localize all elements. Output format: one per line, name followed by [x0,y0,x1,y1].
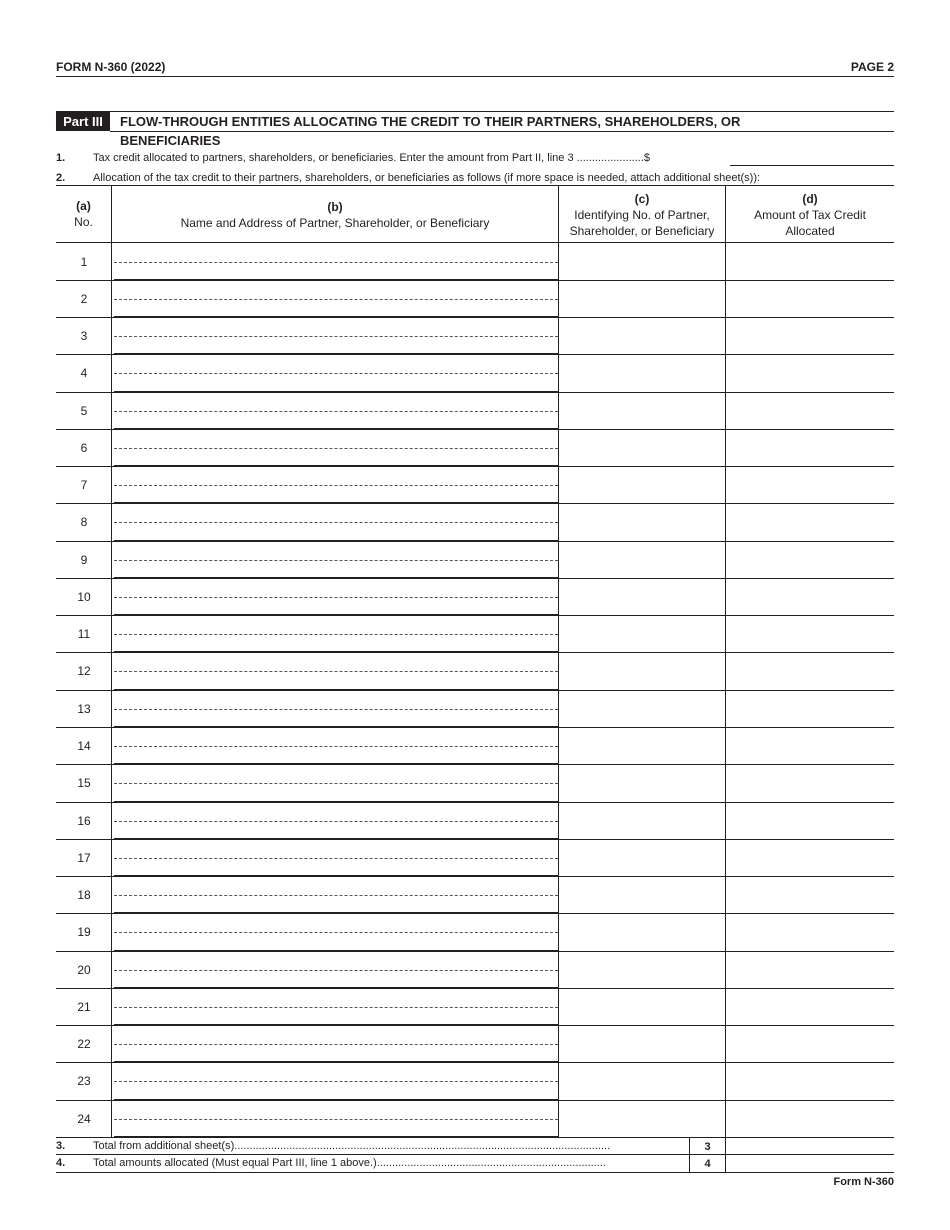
line-1-number: 1. [56,152,66,164]
table-row [56,1063,894,1100]
identifying-no-cell[interactable] [560,803,724,839]
table-row [56,318,894,355]
identifying-no-cell[interactable] [560,765,724,801]
amount-cell[interactable] [727,840,893,876]
amount-cell[interactable] [727,989,893,1025]
table-row [56,579,894,616]
identifying-no-cell[interactable] [560,579,724,615]
name-field-line-2[interactable] [114,391,558,392]
name-field-line-1[interactable] [114,634,558,635]
name-field-line-2[interactable] [114,428,558,429]
table-row [56,430,894,467]
identifying-no-cell[interactable] [560,1026,724,1062]
identifying-no-cell[interactable] [560,281,724,317]
row-number: 8 [80,515,88,530]
amount-cell[interactable] [727,765,893,801]
part-badge: Part III [56,112,110,131]
table-row [56,989,894,1026]
identifying-no-cell[interactable] [560,952,724,988]
table-row [56,1026,894,1063]
line-4-box: 4 [689,1155,726,1173]
row-number: 10 [77,589,91,604]
col-d-label: Amount of Tax Credit Allocated [754,208,866,238]
name-field-line-2[interactable] [114,801,558,802]
row-number: 15 [77,776,91,791]
line-2 [56,172,894,186]
name-field-line-1[interactable] [114,448,558,449]
row-number: 7 [80,478,88,493]
row-number: 22 [77,1037,91,1052]
amount-cell[interactable] [727,1101,893,1137]
row-number: 14 [77,739,91,754]
name-field-line-2[interactable] [114,465,558,466]
table-row [56,653,894,690]
name-field-line-2[interactable] [114,987,558,988]
identifying-no-cell[interactable] [560,318,724,354]
name-field-line-1[interactable] [114,336,558,337]
name-field-line-2[interactable] [114,1061,558,1062]
table-row [56,355,894,392]
row-number: 4 [80,366,88,381]
name-field-line-2[interactable] [114,912,558,913]
identifying-no-cell[interactable] [560,616,724,652]
name-field-line-2[interactable] [114,838,558,839]
amount-cell[interactable] [727,877,893,913]
line-4-number: 4. [56,1157,66,1169]
amount-cell[interactable] [727,914,893,950]
row-number: 20 [77,962,91,977]
identifying-no-cell[interactable] [560,1063,724,1099]
name-field-line-1[interactable] [114,262,558,263]
form-id: FORM N-360 (2022) [56,60,166,74]
amount-cell[interactable] [727,542,893,578]
identifying-no-cell[interactable] [560,728,724,764]
name-field-line-2[interactable] [114,1024,558,1025]
table-row [56,914,894,951]
part-3-heading [56,111,894,148]
name-field-line-2[interactable] [114,614,558,615]
name-field-line-1[interactable] [114,1007,558,1008]
name-field-line-2[interactable] [114,279,558,280]
amount-cell[interactable] [727,467,893,503]
part-title: FLOW-THROUGH ENTITIES ALLOCATING THE CREDIT TO THEIR PARTNERS, SHAREHOLDERS, OR BENEFICIARIES [120,114,741,148]
amount-cell[interactable] [727,355,893,391]
amount-cell[interactable] [727,653,893,689]
name-field-line-1[interactable] [114,1044,558,1045]
name-field-line-1[interactable] [114,597,558,598]
identifying-no-cell[interactable] [560,691,724,727]
line-2-number: 2. [56,172,66,184]
table-row [56,952,894,989]
identifying-no-cell[interactable] [560,653,724,689]
name-field-line-1[interactable] [114,858,558,859]
identifying-no-cell[interactable] [560,840,724,876]
allocation-table [56,185,894,1137]
identifying-no-cell[interactable] [560,914,724,950]
name-field-line-2[interactable] [114,763,558,764]
amount-cell[interactable] [727,952,893,988]
table-row [56,281,894,318]
row-number: 12 [77,664,91,679]
name-field-line-2[interactable] [114,577,558,578]
identifying-no-cell[interactable] [560,877,724,913]
name-field-line-1[interactable] [114,783,558,784]
amount-cell[interactable] [727,318,893,354]
table-row [56,877,894,914]
name-field-line-1[interactable] [114,671,558,672]
col-c-label: Identifying No. of Partner, Shareholder, or Beneficiary [569,208,715,238]
name-field-line-1[interactable] [114,1119,558,1120]
amount-cell[interactable] [727,1063,893,1099]
amount-cell[interactable] [727,393,893,429]
row-number: 9 [80,552,88,567]
col-b-label: Name and Address of Partner, Shareholder, or Beneficiary [180,216,490,230]
page-number: PAGE 2 [850,60,894,74]
row-number: 17 [77,850,91,865]
identifying-no-cell[interactable] [560,244,724,280]
table-row [56,840,894,877]
name-field-line-2[interactable] [114,651,558,652]
name-field-line-1[interactable] [114,1081,558,1082]
amount-cell[interactable] [727,616,893,652]
row-number: 21 [77,999,91,1014]
name-field-line-2[interactable] [114,502,558,503]
identifying-no-cell[interactable] [560,989,724,1025]
row-number: 24 [77,1111,91,1126]
col-header-a [56,186,111,242]
line-3 [56,1137,894,1155]
name-field-line-1[interactable] [114,522,558,523]
table-row [56,691,894,728]
col-header-c [560,186,724,242]
table-row [56,616,894,653]
col-a-label: No. [74,215,93,229]
row-number: 11 [77,627,91,642]
line-4 [56,1155,894,1173]
line-4-amount-field[interactable] [726,1155,894,1173]
name-field-line-1[interactable] [114,411,558,412]
name-field-line-1[interactable] [114,970,558,971]
col-header-b [113,186,557,242]
amount-cell[interactable] [727,579,893,615]
form-name-footer: Form N-360 [833,1176,894,1188]
name-field-line-1[interactable] [114,746,558,747]
name-field-line-2[interactable] [114,950,558,951]
table-row [56,728,894,765]
row-number: 2 [80,291,88,306]
name-field-line-2[interactable] [114,726,558,727]
line-3-box: 3 [689,1138,726,1156]
name-field-line-1[interactable] [114,485,558,486]
identifying-no-cell[interactable] [560,542,724,578]
row-number: 16 [77,813,91,828]
name-field-line-1[interactable] [114,299,558,300]
col-header-d [727,186,893,242]
table-row [56,393,894,430]
table-row [56,765,894,802]
name-field-line-1[interactable] [114,709,558,710]
name-field-line-2[interactable] [114,540,558,541]
line-3-text: Total from additional sheet(s)........................................................................................................................... [93,1140,611,1152]
row-number: 18 [77,888,91,903]
line-3-number: 3. [56,1140,66,1152]
col-a-key: (a) [76,199,91,213]
amount-cell[interactable] [727,244,893,280]
amount-cell[interactable] [727,504,893,540]
line-2-text: Allocation of the tax credit to their partners, shareholders, or beneficiaries as follows (if more space is needed, attach additional sheet(s)): [93,172,761,184]
name-field-line-1[interactable] [114,373,558,374]
col-b-key: (b) [327,200,343,214]
identifying-no-cell[interactable] [560,504,724,540]
row-number: 1 [80,254,88,269]
table-row [56,1101,894,1138]
part-rule [110,131,894,132]
identifying-no-cell[interactable] [560,430,724,466]
table-row [56,542,894,579]
identifying-no-cell[interactable] [560,393,724,429]
row-number: 23 [77,1074,91,1089]
table-row [56,504,894,541]
identifying-no-cell[interactable] [560,467,724,503]
amount-cell[interactable] [727,728,893,764]
row-number: 6 [80,440,88,455]
identifying-no-cell[interactable] [560,1101,724,1137]
table-row [56,244,894,281]
name-field-line-1[interactable] [114,560,558,561]
amount-cell[interactable] [727,803,893,839]
line-1 [56,152,894,166]
amount-cell[interactable] [727,691,893,727]
row-number: 5 [80,403,88,418]
form-header [56,60,894,77]
name-field-line-1[interactable] [114,821,558,822]
row-number: 3 [80,329,88,344]
row-number: 13 [77,701,91,716]
name-field-line-1[interactable] [114,895,558,896]
col-d-key: (d) [802,192,818,206]
amount-cell[interactable] [727,430,893,466]
name-field-line-1[interactable] [114,932,558,933]
name-field-line-2[interactable] [114,689,558,690]
name-field-line-2[interactable] [114,875,558,876]
line-1-text: Tax credit allocated to partners, shareholders, or beneficiaries. Enter the amount from Part II, line 3 ......................$ [93,152,650,164]
name-field-line-2[interactable] [114,353,558,354]
table-row [56,467,894,504]
amount-cell[interactable] [727,1026,893,1062]
line-1-amount-field[interactable] [730,165,894,166]
line-3-amount-field[interactable] [726,1138,894,1156]
table-row [56,803,894,840]
amount-cell[interactable] [727,281,893,317]
name-field-line-2[interactable] [114,316,558,317]
line-4-text: Total amounts allocated (Must equal Part III, line 1 above.)........................................................................... [93,1157,606,1169]
name-field-line-2[interactable] [114,1099,558,1100]
identifying-no-cell[interactable] [560,355,724,391]
col-c-key: (c) [634,192,650,206]
row-number: 19 [77,925,91,940]
